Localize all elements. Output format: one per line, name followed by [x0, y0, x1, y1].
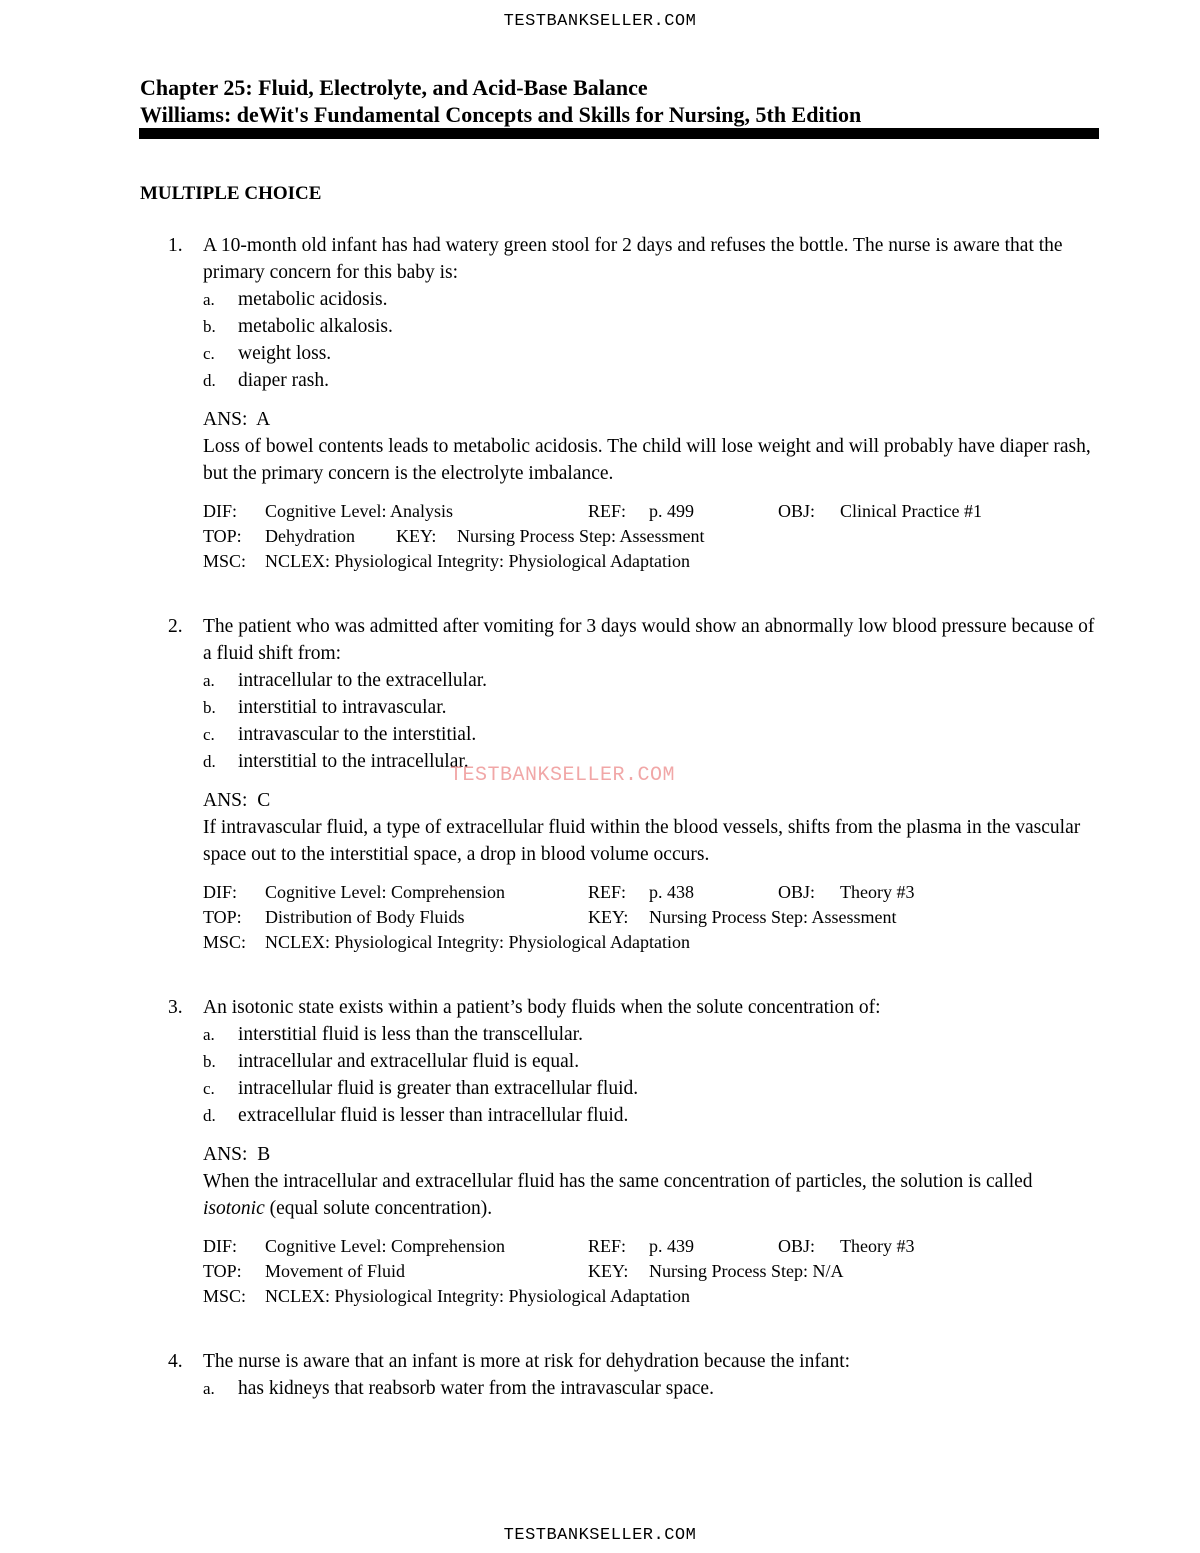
header-rule — [139, 128, 1099, 139]
book-title: Williams: deWit's Fundamental Concepts and Skills for Nursing, 5th Edition — [140, 102, 862, 127]
option-a: a. interstitial fluid is less than the transcellular. — [203, 1024, 583, 1045]
rationale: When the intracellular and extracellular fluid has the same concentration of particles, the solution is called isotonic (equal solute concentration). — [203, 1171, 1033, 1219]
question-metadata: DIF: Cognitive Level: Analysis REF: p. 499 OBJ: Clinical Practice #1 TOP: Dehydration KEY: Nursing Process Step: Assessment MSC: NCLEX: Physiological Integrity: Physiological Adaptation — [203, 501, 982, 571]
question-number: 2. — [168, 616, 183, 637]
question-stem: The patient who was admitted after vomiting for 3 days would show an abnormally low blood pressure because of a fluid shift from: — [203, 616, 1095, 664]
question-stem: A 10-month old infant has had watery green stool for 2 days and refuses the bottle. The nurse is aware that the primary concern for this baby is: — [203, 235, 1063, 283]
emphasis-term: isotonic — [203, 1198, 265, 1219]
question-number: 1. — [168, 235, 183, 256]
option-b: b. interstitial to intravascular. — [203, 697, 447, 718]
answer: ANS: B — [203, 1144, 271, 1165]
watermark-middle: TESTBANKSELLER.COM — [450, 764, 676, 787]
option-d: d. extracellular fluid is lesser than intracellular fluid. — [203, 1105, 629, 1126]
question-number: 3. — [168, 997, 183, 1018]
option-c: c. weight loss. — [203, 343, 332, 364]
rationale: If intravascular fluid, a type of extracellular fluid within the blood vessels, shifts from the plasma in the vascular space out to the interstitial space, a drop in blood volume occurs. — [203, 817, 1081, 865]
question-stem: An isotonic state exists within a patient’s body fluids when the solute concentration of: — [203, 997, 881, 1018]
question-1 — [140, 232, 1100, 576]
section-title: MULTIPLE CHOICE — [140, 183, 322, 204]
option-b: b. metabolic alkalosis. — [203, 316, 393, 337]
option-a: a. intracellular to the extracellular. — [203, 670, 488, 691]
option-d: d. diaper rash. — [203, 370, 329, 391]
watermark-top: TESTBANKSELLER.COM — [503, 12, 697, 31]
question-metadata: DIF: Cognitive Level: Comprehension REF: p. 438 OBJ: Theory #3 TOP: Distribution of Body Fluids KEY: Nursing Process Step: Assessment MSC: NCLEX: Physiological Integrity: Physiological Adaptation — [203, 882, 915, 952]
rationale: Loss of bowel contents leads to metabolic acidosis. The child will lose weight and will probably have diaper rash, but the primary concern is the electrolyte imbalance. — [203, 436, 1091, 484]
question-4 — [140, 1348, 1100, 1402]
question-metadata: DIF: Cognitive Level: Comprehension REF: p. 439 OBJ: Theory #3 TOP: Movement of Fluid KEY: Nursing Process Step: N/A MSC: NCLEX: Physiological Integrity: Physiological Adaptation — [203, 1236, 915, 1306]
option-c: c. intravascular to the interstitial. — [203, 724, 477, 745]
option-a: a. has kidneys that reabsorb water from the intravascular space. — [203, 1378, 714, 1399]
watermark-bottom: TESTBANKSELLER.COM — [503, 1526, 697, 1545]
chapter-title: Chapter 25: Fluid, Electrolyte, and Acid-Base Balance — [140, 75, 648, 100]
question-3 — [140, 994, 1100, 1311]
option-c: c. intracellular fluid is greater than extracellular fluid. — [203, 1078, 639, 1099]
document-header — [140, 74, 1100, 128]
answer: ANS: A — [203, 409, 271, 430]
option-d: d. interstitial to the intracellular. — [203, 751, 469, 772]
answer: ANS: C — [203, 790, 271, 811]
option-a: a. metabolic acidosis. — [203, 289, 388, 310]
question-stem: The nurse is aware that an infant is more at risk for dehydration because the infant: — [203, 1351, 851, 1372]
question-number: 4. — [168, 1351, 183, 1372]
option-b: b. intracellular and extracellular fluid is equal. — [203, 1051, 580, 1072]
